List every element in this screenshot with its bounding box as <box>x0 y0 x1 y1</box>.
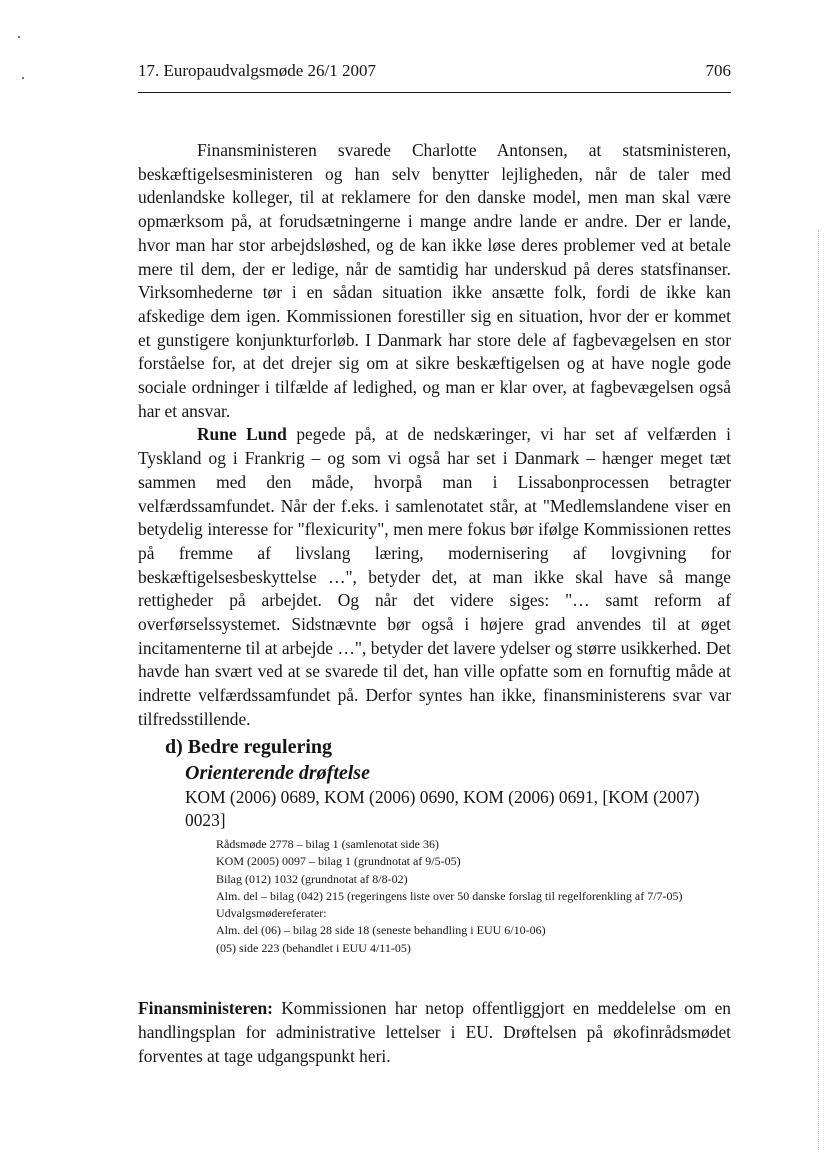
paragraph-finance-minister-final <box>138 996 731 1068</box>
agenda-item <box>165 734 733 957</box>
reference-line: KOM (2005) 0097 – bilag 1 (grundnotat af 9/5-05) <box>216 854 461 869</box>
paragraph-finance-minister-answer: Finansministeren svarede Charlotte Antonsen, at statsministeren, beskæftigelsesministeren og han selv benytter lejligheden, når de taler med udenlandske kolleger, til at reklamere for den danske model, men man skal være opmærksom på, at forudsætningerne i mange andre lande er andre. Der er lande, hvor man har stor arbejdsløshed, og de kan ikke løse deres problemer ved at betale mere til dem, der er ledige, når de samtidig har underskud på deres statsfinanser. Virksomhederne tør i en sådan situation ikke ansætte folk, fordi de ikke kan afskedige dem igen. Kommissionen forestiller sig en situation, hvor der er kommet et gunstigere konjunkturforløb. I Danmark har store dele af fagbevægelsen en stor forståelse for, at det drejer sig om at sikre beskæftigelsen og at have nogle gode sociale ordninger i tilfælde af ledighed, og man er klar over, at fagbevægelsen også har et ansvar. <box>138 140 731 421</box>
speaker-name: Rune Lund <box>197 424 287 445</box>
reference-line: Rådsmøde 2778 – bilag 1 (samlenotat side 36) <box>216 837 439 851</box>
reference-line: Bilag (012) 1032 (grundnotat af 8/8-02) <box>216 871 408 886</box>
scan-speck <box>18 36 20 38</box>
reference-line: Alm. del – bilag (042) 215 (regeringens liste over 50 danske forslag til regelforenkling af 7/7-05) <box>216 888 683 903</box>
page-number: 706 <box>705 61 731 80</box>
speaker-name: Finansministeren: <box>138 998 273 1018</box>
agenda-subheading: Orienterende drøftelse <box>185 762 370 784</box>
reference-line: (05) side 223 (behandlet i EUU 4/11-05) <box>216 940 411 955</box>
agenda-heading: d) Bedre regulering <box>165 736 333 758</box>
reference-line: Alm. del (06) – bilag 28 side 18 (seneste behandling i EUU 6/10-06) <box>216 923 546 938</box>
reference-list <box>216 836 733 957</box>
scan-speck <box>22 77 24 79</box>
document-references: KOM (2006) 0689, KOM (2006) 0690, KOM (2006) 0691, [KOM (2007) 0023] <box>185 787 700 830</box>
main-text <box>138 139 731 732</box>
header-title: 17. Europaudvalgsmøde 26/1 2007 <box>138 61 376 80</box>
header-rule <box>138 92 731 93</box>
paragraph-text: Kommissionen har netop offentliggjort en meddelelse om en handlingsplan for administrative lettelser i EU. Drøftelsen på økofinrådsmødet forventes at tage udgangspunkt heri. <box>138 998 731 1066</box>
paragraph-text: pegede på, at de nedskæringer, vi har set af velfærden i Tyskland og i Frankrig – og som vi også har set i Danmark – hænger meget tæt sammen med den måde, hvorpå man i Lissabonprocessen betragter velfærdssamfundet. Når der f.eks. i samlenotatet står, at "Medlemslandene viser en betydelig interesse for "flexicurity", men mere fokus bør ifølge Kommissionen rettes på fremme af livslang læring, modernisering af lovgivning for beskæftigelsesbeskyttelse …", betyder det, at man ikke skal have så mange rettigheder på arbejdet. Og når det videre siges: "… samt reform af overførselssystemet. Sidstnævnte bør også i højere grad anvendes til at øget incitamenterne til at arbejde …", betyder det lavere ydelser og større usikkerhed. Det havde han svært ved at se svarede til det, han ville opfatte som en fornuftig måde at indrette velfærdssamfundet på. Derfor syntes han ikke, finansministerens svar var tilfredsstillende. <box>138 424 731 729</box>
paragraph-rune-lund <box>138 423 731 731</box>
reference-line: Udvalgsmødereferater: <box>216 906 327 921</box>
scan-edge-noise <box>817 230 819 1150</box>
